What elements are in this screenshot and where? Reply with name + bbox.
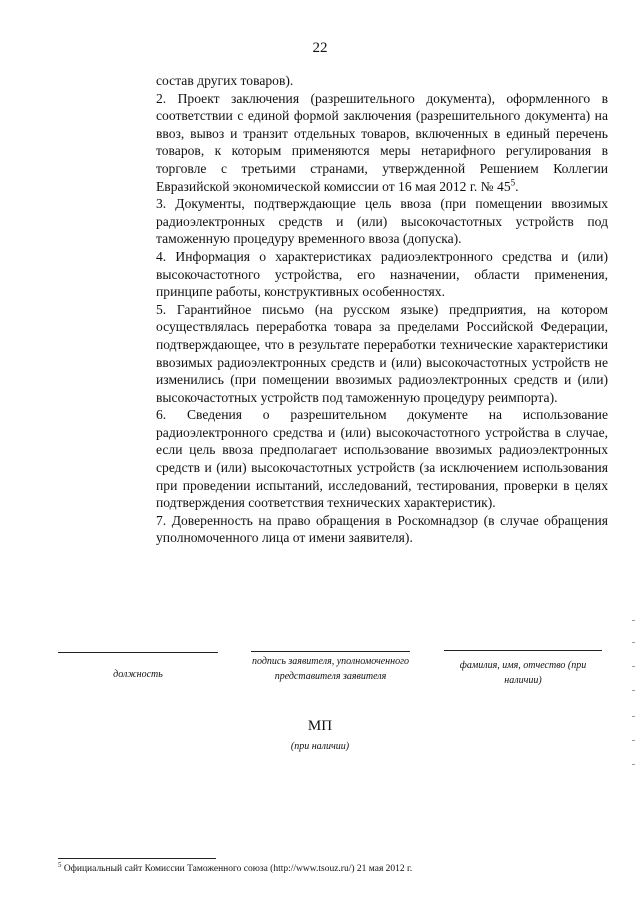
footnote-number: 5 xyxy=(58,860,62,869)
signature-line xyxy=(444,650,602,651)
stamp-note: (при наличии) xyxy=(290,741,350,752)
document-body xyxy=(156,72,608,547)
paragraph-item-2-text: 2. Проект заключения (разрешительного документа), оформленного в соответствии с единой формой заключения (разрешительного документа) на ввоз, вывоз и транзит отдельных товаров, включенных в единый перечень товаров, к которым применяются меры нетарифного регулирования в торговле с третьими странами, утвержденной Решением Коллегии Евразийской экономической комиссии от 16 мая 2012 г. № 45 xyxy=(156,90,608,194)
signature-caption: подпись заявителя, уполномоченного представителя заявителя xyxy=(251,656,409,682)
signature-line xyxy=(58,652,218,653)
paragraph-item-7: 7. Доверенность на право обращения в Роскомнадзор (в случае обращения уполномоченного лица от имени заявителя). xyxy=(156,512,608,546)
paragraph-continuation: состав других товаров). xyxy=(156,73,294,88)
signature-field-name xyxy=(444,650,602,688)
footnote-reference: 5 xyxy=(510,177,516,188)
signature-field-signature xyxy=(251,651,410,684)
stamp-placeholder xyxy=(0,718,640,752)
signature-line xyxy=(251,651,410,652)
footnote-separator xyxy=(58,858,216,859)
paragraph-item-2 xyxy=(156,90,608,196)
position-caption: должность xyxy=(113,669,163,680)
paragraph-item-2-tail: . xyxy=(515,178,519,194)
stamp-label: МП xyxy=(307,718,333,734)
paragraph-item-4: 4. Информация о характеристиках радиоэлектронного средства и (или) высокочастотного устройства, его назначении, области применения, принципе работы, конструктивных особенностях. xyxy=(156,248,608,300)
signature-field-position xyxy=(58,652,218,682)
footnote-text: Официальный сайт Комиссии Таможенного союза (http://www.tsouz.ru/) 21 мая 2012 г. xyxy=(61,864,413,874)
paragraph-item-3: 3. Документы, подтверждающие цель ввоза (при помещении ввозимых радиоэлектронных средств и (или) высокочастотных устройств под таможенную процедуру временного ввоза (допуска). xyxy=(156,196,608,247)
footnote xyxy=(58,860,618,874)
page-number: 22 xyxy=(312,40,328,56)
paragraph-item-5: 5. Гарантийное письмо (на русском языке) предприятия, на котором осуществлялась переработка товара за пределами Российской Федерации, подтверждающее, что в результате переработки технические характеристики ввозимых радиоэлектронных средств и (или) высокочастотных устройств не изменились (при помещении ввозимых радиоэлектронных средств и (или) высокочастотных устройств под таможенную процедуру реимпорта). xyxy=(156,301,608,405)
paragraph-item-6: 6. Сведения о разрешительном документе на использование радиоэлектронного средства и (или) высокочастотного устройства в случае, если цель ввоза предполагает использование ввозимых радиоэлектронных средств и (или) высокочастотных устройств (за исключением использования при проведении испытаний, исследований, тестирования, проверки в целях подтверждения соответствия технических характеристик). xyxy=(156,407,608,511)
scan-edge-marks xyxy=(630,620,638,770)
name-caption: фамилия, имя, отчество (при наличии) xyxy=(459,660,587,686)
